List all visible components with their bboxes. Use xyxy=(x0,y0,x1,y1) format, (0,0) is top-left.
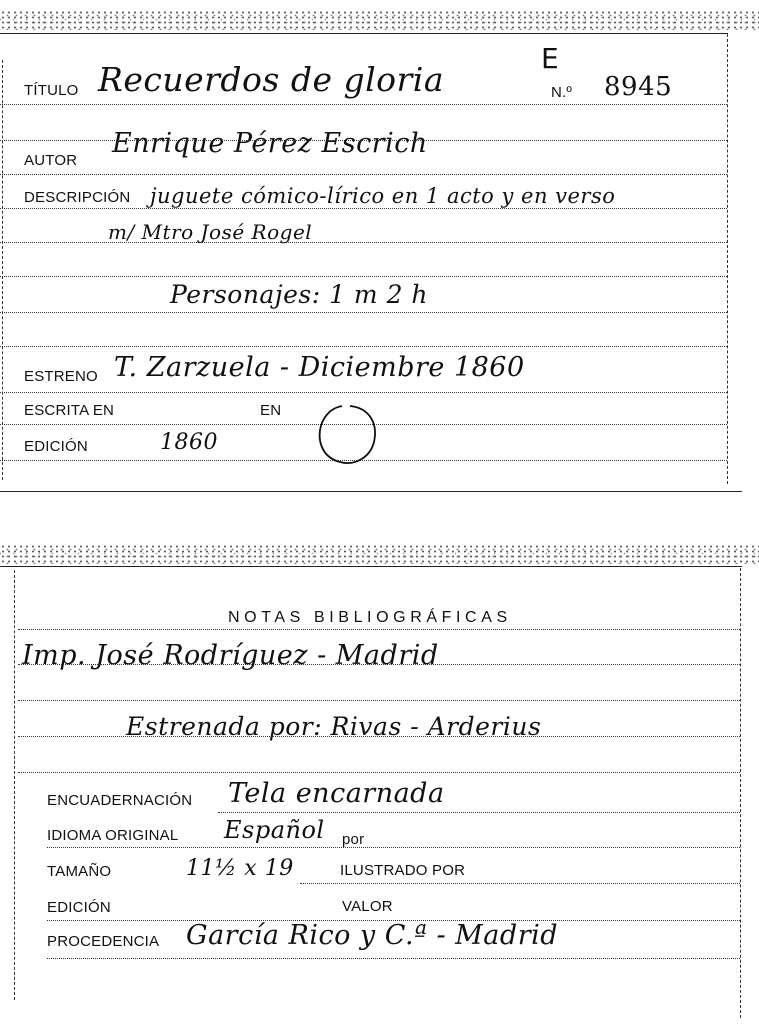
dotted-rule xyxy=(47,847,740,848)
dotted-rule xyxy=(218,812,740,813)
tamano-value: 11½ x 19 xyxy=(186,856,294,881)
descripcion-value-2: m/ Mtro José Rogel xyxy=(108,220,313,244)
personajes-value: Personajes: 1 m 2 h xyxy=(170,280,429,309)
estreno-value: T. Zarzuela - Diciembre 1860 xyxy=(114,352,525,383)
idioma-value: Español xyxy=(224,816,325,844)
idioma-label: IDIOMA ORIGINAL xyxy=(47,827,179,844)
dotted-rule xyxy=(300,883,740,884)
titulo-label: TÍTULO xyxy=(24,82,79,99)
dotted-rule xyxy=(0,208,727,209)
descripcion-value-1: juguete cómico-lírico en 1 acto y en verso xyxy=(150,184,616,208)
catalog-card-bottom xyxy=(0,540,759,1028)
en-label: EN xyxy=(260,402,282,419)
dotted-rule xyxy=(0,346,727,347)
procedencia-value: García Rico y C.ª - Madrid xyxy=(186,920,559,951)
dotted-rule xyxy=(18,736,740,737)
dotted-rule xyxy=(18,772,740,773)
autor-value: Enrique Pérez Escrich xyxy=(112,128,428,159)
speckled-edge xyxy=(0,10,759,30)
titulo-value: Recuerdos de gloria xyxy=(98,60,445,99)
procedencia-label: PROCEDENCIA xyxy=(47,933,160,950)
notas-heading: NOTAS BIBLIOGRÁFICAS xyxy=(228,609,512,626)
numero-value: 8945 xyxy=(604,72,673,102)
dotted-rule xyxy=(47,958,740,959)
nota-1: Imp. José Rodríguez - Madrid xyxy=(22,640,439,671)
edicion-label: EDICIÓN xyxy=(24,438,88,455)
encuadernacion-value: Tela encarnada xyxy=(228,778,445,809)
por-label: por xyxy=(342,831,365,848)
dotted-rule xyxy=(18,700,740,701)
edicion-label: EDICIÓN xyxy=(47,899,111,916)
card-right-edge xyxy=(740,568,741,1018)
dotted-rule xyxy=(0,140,727,141)
card-right-edge xyxy=(727,34,728,484)
card-top-border xyxy=(0,33,728,34)
dotted-rule xyxy=(0,104,727,105)
speckled-edge xyxy=(0,544,759,564)
card-left-edge xyxy=(2,60,3,480)
hand-drawn-circle-icon xyxy=(312,400,382,470)
autor-label: AUTOR xyxy=(24,152,78,169)
dotted-rule xyxy=(0,242,727,243)
card-top-border xyxy=(0,566,742,567)
valor-label: VALOR xyxy=(342,898,393,915)
estreno-label: ESTRENO xyxy=(24,368,98,385)
escrita-en-label: ESCRITA EN xyxy=(24,402,115,419)
tamano-label: TAMAÑO xyxy=(47,863,112,880)
dotted-rule xyxy=(18,664,740,665)
card-bottom-border xyxy=(0,491,742,492)
nota-2: Estrenada por: Rivas - Arderius xyxy=(126,712,542,741)
dotted-rule xyxy=(0,312,727,313)
descripcion-label: DESCRIPCIÓN xyxy=(24,189,131,206)
dotted-rule xyxy=(0,276,727,277)
ilustrado-label: ILUSTRADO POR xyxy=(340,862,466,879)
stamp-mark: E xyxy=(541,42,560,75)
dotted-rule xyxy=(18,629,740,630)
edicion-value: 1860 xyxy=(160,430,218,455)
dotted-rule xyxy=(0,174,727,175)
catalog-card-top xyxy=(0,0,759,494)
card-left-edge xyxy=(14,570,15,1000)
numero-label: N.º xyxy=(551,84,573,101)
dotted-rule xyxy=(0,392,727,393)
encuadernacion-label: ENCUADERNACIÓN xyxy=(47,792,193,809)
